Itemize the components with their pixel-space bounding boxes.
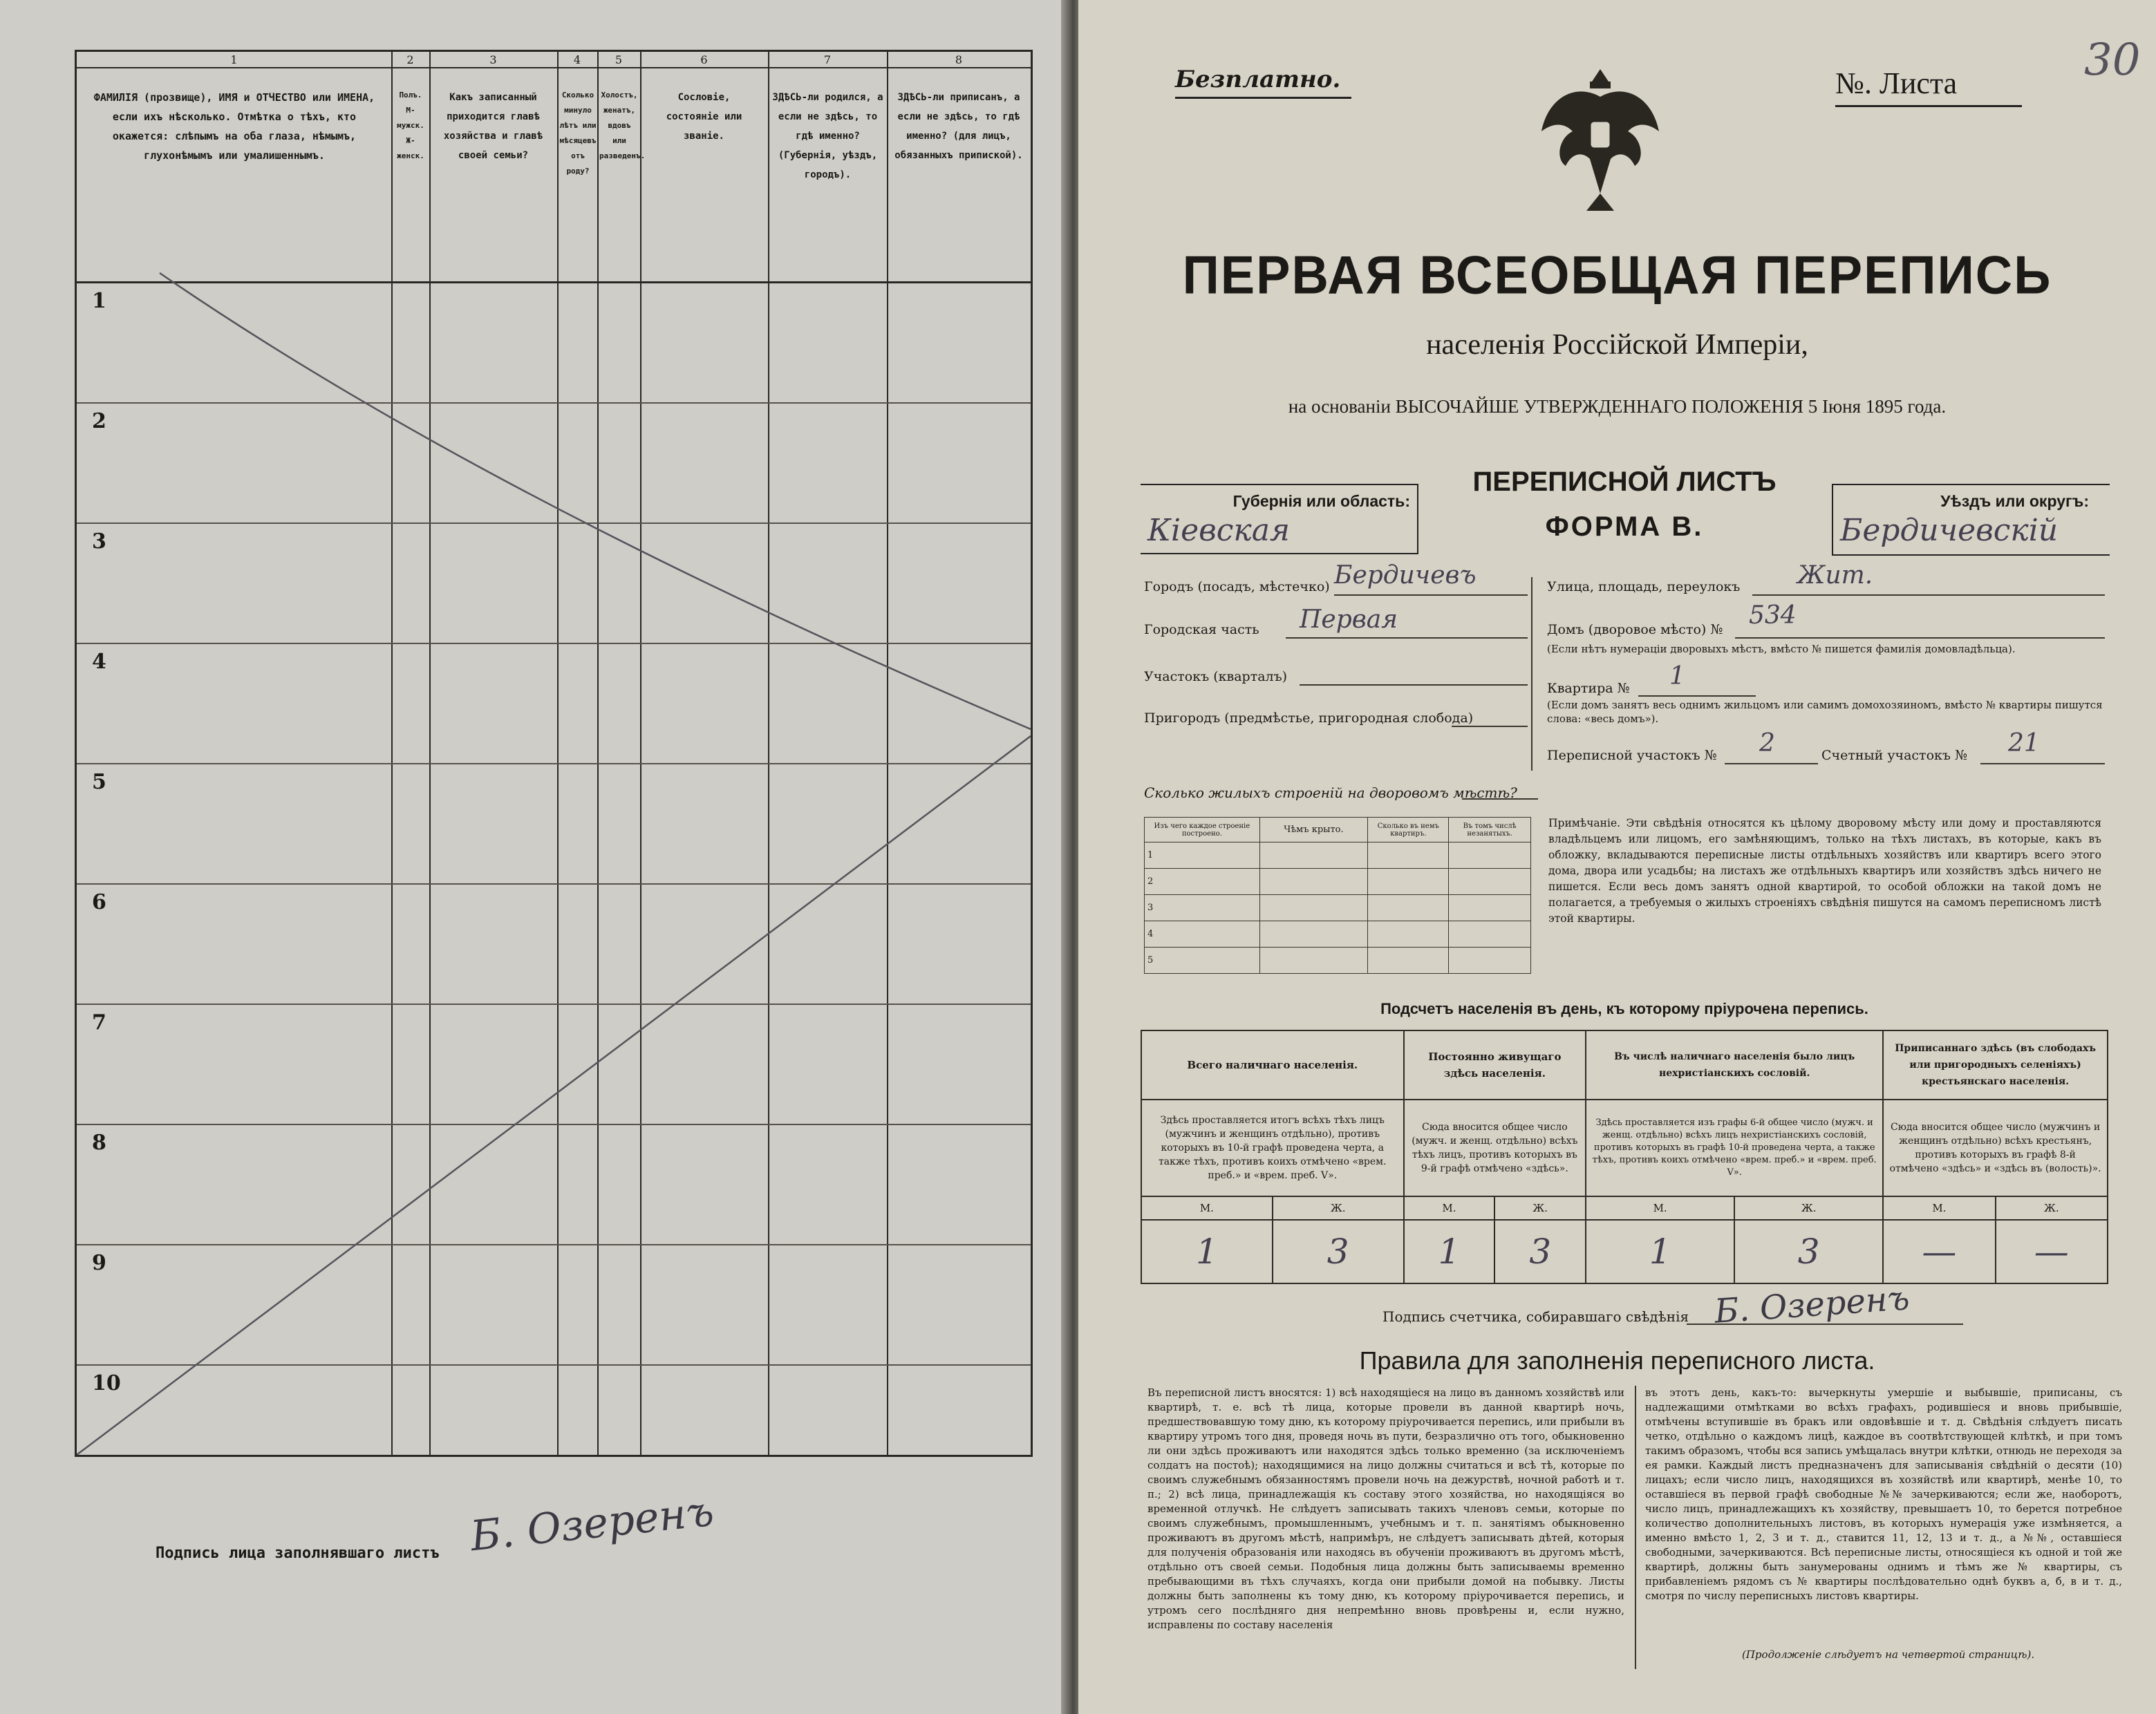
kvartira-value: 1 [1669, 662, 1685, 690]
dom-note: (Если нѣтъ нумераціи дворовыхъ мѣстъ, вмѣсто № пишется фамилія домовладѣльца). [1547, 643, 2016, 655]
page-number-handwritten: 30 [2084, 35, 2141, 86]
double-headed-eagle-emblem [1535, 55, 1666, 214]
left-signature: Б. Озеренъ [468, 1487, 716, 1561]
header-relation: Какъ записанный приходится главѣ хозяйства и главѣ своей семьи? [443, 92, 543, 161]
count-title: Подсчетъ населенія въ день, къ которому пріурочена перепись. [1380, 1000, 1868, 1017]
gorod-label: Городъ (посадъ, мѣстечко) [1144, 579, 1330, 594]
left-page [0, 0, 1068, 1714]
header-age: Сколько минуло лѣтъ или мѣсяцевъ отъ роду? [559, 91, 597, 176]
census-basis: на основаніи ВЫСОЧАЙШЕ УТВЕРЖДЕННАГО ПОЛОЖЕНІЯ 5 Іюня 1895 года. [1288, 396, 1947, 417]
header-sex: Полъ. М-мужск. Ж-женск. [397, 91, 424, 160]
ulitsa-value: Жит. [1797, 561, 1873, 590]
table-row: 2 [77, 404, 1031, 524]
structure-row: 3 [1145, 895, 1531, 921]
prigorod-label: Пригородъ (предмѣстье, пригородная слобода) [1144, 710, 1474, 726]
count-values-row: 1 3 1 3 1 3 — — [1141, 1220, 2108, 1283]
table-row: 7 [77, 1005, 1031, 1125]
table-row: 10 [92, 1371, 121, 1395]
kvartira-label: Квартира № [1547, 681, 1630, 696]
schetny-label: Счетный участокъ № [1821, 748, 1967, 763]
rules-title: Правила для заполненія переписного листа. [1359, 1346, 1875, 1375]
chast-label: Городская часть [1144, 622, 1259, 637]
uezd-box [1832, 484, 2110, 556]
uezd-label: Уѣздъ или округъ: [1940, 492, 2089, 510]
population-count-table: Всего наличнаго населенія. Постоянно живущаго здѣсь населенія. Въ числѣ наличнаго населенія было лицъ нехристіанскихъ сословій. Приписаннаго здѣсь (въ слободахъ или пригородныхъ селеніяхъ) крестьянскаго населенія. Здѣсь проставляется итогъ всѣхъ тѣхъ лицъ (мужчинъ и женщинъ отдѣльно), противъ которыхъ въ 10-й графѣ проведена черта, а также тѣхъ, противъ коихъ отмѣчено «врем. преб.» и «врем. преб. V». Сюда вносится общее число (мужч. и женщ. отдѣльно) всѣхъ тѣхъ лицъ, противъ которыхъ въ 9-й графѣ отмѣчено «здѣсь». Здѣсь проставляется изъ графы 6-й общее число (мужч. и женщ. отдѣльно) всѣхъ лицъ нехристіанскихъ сословій, противъ которыхъ въ графѣ 10-й проведена черта, а также тѣхъ, противъ коихъ отмѣчено «врем. преб.» и «врем. преб. V». Сюда вносится общее число (мужчинъ и женщинъ отдѣльно) всѣхъ крестьянъ, противъ которыхъ въ графѣ 8-й отмѣчено «здѣсь» и «здѣсь въ (волость)». М. Ж. М. Ж. М. Ж. М. Ж. 1 3 1 3 1 3 — — [1141, 1030, 2108, 1284]
structures-table: Изъ чего каждое строеніе построено. Чѣмъ крыто. Сколько въ немъ квартиръ. Въ томъ числѣ незанятыхъ. 1 2 3 4 5 [1144, 817, 1531, 974]
rules-right-column: въ этотъ день, какъ-то: вычеркнуты умершіе и выбывшіе, приписаны, съ надлежащими отмѣтками во всѣхъ графахъ, родившіеся и вновь прибывшіе, отмѣчены вступившіе въ бракъ или овдовѣвшіе и т. д. Свѣдѣнія слѣдуетъ писать четко, отдѣльно о каждомъ лицѣ, каждое въ соотвѣтствующей клѣткѣ, и при томъ такимъ образомъ, чтобы вся запись умѣщалась внутри клѣтки, отнюдь не переходя за ея рамки. Каждый листъ предназначенъ для записыванія свѣдѣній о десяти (10) лицахъ; если число лицъ, находящихся въ хозяйствѣ или квартирѣ, менѣе 10, то оставшіеся въ первой графѣ свободные №№ зачеркиваются; если же, наоборотъ, число лицъ, принадлежащихъ къ хозяйству, превышаетъ 10, то берется потребное количество дополнительныхъ листовъ, въ которыхъ нумерація уже измѣняется, а именно вмѣсто 1, 2, 3 и т. д., ставится 11, 12, 13 и т. д., а №№, оставшіеся свободными, зачеркиваются. Всѣ переписные листы, относящіеся къ одной и той же квартирѣ, должны быть занумерованы однимъ и тѣмъ же № квартиры, съ прибавленіемъ рядомъ съ № квартиры послѣдовательно однѣ буквъ а, б, в и т. д., смотря по числу переписныхъ листовъ квартиры. [1645, 1386, 2122, 1602]
table-row: 1 [77, 283, 1031, 404]
gubernia-box [1141, 484, 1418, 554]
gubernia-value: Кіевская [1147, 513, 1291, 548]
column-number: 5 [615, 53, 623, 66]
table-row: 5 [77, 764, 1031, 885]
form-letter: ФОРМА В. [1545, 511, 1704, 542]
uchastok-label: Участокъ (кварталъ) [1144, 669, 1288, 684]
free-label: Безплатно. [1175, 66, 1341, 93]
column-number: 1 [230, 53, 238, 66]
strike-through-lines [77, 52, 1031, 1455]
table-row: 4 [77, 644, 1031, 764]
structure-row: 1 [1145, 842, 1531, 869]
structures-question: Сколько жилыхъ строеній на дворовомъ мѣстѣ? [1144, 784, 1517, 801]
chast-value: Первая [1300, 605, 1398, 634]
right-page [1078, 0, 2156, 1714]
continued-note: (Продолженіе слѣдуетъ на четвертой страницѣ). [1742, 1648, 2035, 1661]
column-number: 8 [955, 53, 963, 66]
header-marital: Холостъ, женатъ, вдовъ или разведенъ. [599, 91, 646, 160]
column-number: 3 [489, 53, 497, 66]
structure-row: 2 [1145, 869, 1531, 895]
dom-value: 534 [1749, 601, 1797, 630]
counter-sign-label: Подпись счетчика, собиравшаго свѣдѣнія [1382, 1308, 1689, 1325]
column-number: 7 [823, 53, 832, 66]
counter-signature: Б. Озеренъ [1713, 1279, 1911, 1331]
header-name: ФАМИЛІЯ (прозвище), ИМЯ и ОТЧЕСТВО или ИМЕНА, если ихъ нѣсколько. Отмѣтка о тѣхъ, кто окажется: слѣпымъ на оба глаза, нѣмымъ, глухонѣмымъ или умалишеннымъ. [93, 91, 375, 162]
left-signature-label: Подпись лица заполнявшаго листъ [156, 1545, 440, 1562]
uezd-value: Бердичевскій [1840, 513, 2059, 548]
gubernia-label: Губернія или область: [1232, 492, 1410, 510]
header-registered: ЗДѢСЬ-ли приписанъ, а если не здѣсь, то гдѣ именно? (для лицъ, обязанныхъ припиской). [894, 92, 1023, 161]
gorod-value: Бердичевъ [1334, 561, 1477, 590]
column-number: 6 [700, 53, 708, 66]
table-row: 9 [77, 1245, 1031, 1366]
census-subtitle: населенія Россійской Имперіи, [1426, 329, 1808, 361]
column-number: 4 [573, 53, 581, 66]
header-estate: Сословіе, состояніе или званіе. [666, 92, 742, 142]
form-title: ПЕРЕПИСНОЙ ЛИСТЪ [1472, 467, 1777, 497]
sheet-number-label: №. Листа [1835, 66, 1958, 100]
table-row: 3 [77, 524, 1031, 644]
structures-note: Примѣчаніе. Эти свѣдѣнія относятся къ цѣлому дворовому мѣсту или дому и проставляются владѣльцемъ или лицомъ, его замѣняющимъ, только на тѣхъ листахъ, въ которые, какъ въ обложку, вкладываются переписные листы отдѣльныхъ хозяйствъ или квартиръ всего этого дома, двора или усадьбы; на листахъ же отдѣльныхъ квартиръ или хозяйствъ здѣсь ничего не пишется. Если весь домъ занятъ одной квартирой, то особой обложки на такой домъ не полагается, а требуемыя о жилыхъ строеніяхъ свѣдѣнія пишутся на самомъ переписномъ листѣ этой квартиры. [1548, 817, 2101, 925]
census-title: ПЕРВАЯ ВСЕОБЩАЯ ПЕРЕПИСЬ [1182, 244, 2052, 305]
perepisnoy-value: 2 [1759, 729, 1775, 757]
census-person-table [75, 50, 1033, 1457]
header-birthplace: ЗДѢСЬ-ли родился, а если не здѣсь, то гдѣ именно? (Губернія, уѣздъ, городъ). [772, 92, 883, 180]
dom-label: Домъ (дворовое мѣсто) № [1547, 622, 1723, 637]
rules-left-column: Въ переписной листъ вносятся: 1) всѣ находящіеся на лицо въ данномъ хозяйствѣ или квартирѣ, т. е. всѣ тѣ лица, которые провели въ данной квартирѣ ночь, предшествовавшую тому дню, къ которому пріурочивается перепись, или прибыли въ квартиру утромъ того дня, проведя ночь въ пути, безразлично отъ того, обыкновенно ли они здѣсь проживаютъ или находятся здѣсь только временно (за исключеніемъ солдатъ на постоѣ); находящимися на лицо должны считаться и всѣ тѣ, которые по своимъ служебнымъ обязанностямъ провели ночь на дежурствѣ, ночной работѣ и т. п.; 2) всѣ лица, принадлежащія къ составу этого хозяйства, но находящіяся во временной отлучкѣ. Не слѣдуетъ записывать такихъ членовъ семьи, которые по своимъ служебнымъ, промышленнымъ, учебнымъ и т. п. занятіямъ обыкновенно проживаютъ въ другомъ мѣстѣ, напримѣръ, не слѣдуетъ записывать дѣтей, которыя для полученія образованія или находясь въ обученіи проживаютъ въ другомъ мѣстѣ, отдѣльно отъ своей семьи. Подобныя лица должны быть записываемы временно пребывающими въ тѣхъ случаяхъ, когда они прибыли домой на побывку. Листы должны быть заполнены къ тому дню, къ которому пріурочивается перепись, и утромъ сего послѣдняго дня непремѣнно вновь провѣрены и, если нужно, исправлены по составу населенія [1147, 1386, 1624, 1631]
schetny-value: 21 [2008, 729, 2040, 757]
ulitsa-label: Улица, площадь, переулокъ [1547, 579, 1741, 594]
kvartira-note: (Если домъ занятъ весь однимъ жильцомъ или самимъ домохозяиномъ, вмѣсто № квартиры пишутся слова: «весь домъ»). [1547, 699, 2103, 725]
perepisnoy-label: Переписной участокъ № [1547, 748, 1717, 763]
column-number: 2 [406, 53, 414, 66]
structure-row: 4 [1145, 921, 1531, 948]
table-row: 8 [77, 1125, 1031, 1245]
structure-row: 5 [1145, 948, 1531, 974]
table-row: 6 [77, 885, 1031, 1005]
